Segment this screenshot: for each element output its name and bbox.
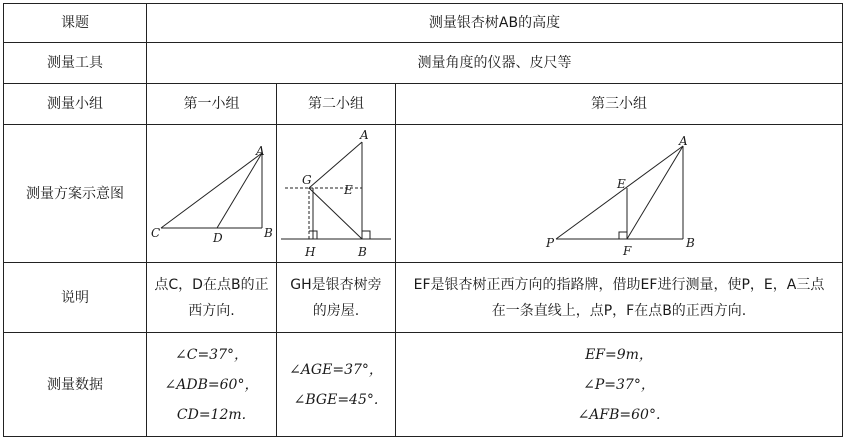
topic-value: 测量银杏树AB的高度 <box>428 15 561 31</box>
label-B: B <box>686 236 695 250</box>
data-label: 测量数据 <box>47 376 103 393</box>
segment-CA <box>161 153 262 228</box>
data-line: ∠C=37°， <box>175 346 248 363</box>
label-F: F <box>623 244 632 258</box>
data-line: ∠P=37°， <box>583 376 655 393</box>
group-2-header: 第二小组 <box>308 96 364 112</box>
scheme-table <box>3 3 843 437</box>
label-A: A <box>256 144 265 158</box>
label-E: E <box>344 183 353 197</box>
note-label: 说明 <box>61 289 89 306</box>
note-line: 的房屋. <box>312 302 360 319</box>
group-2-figure <box>277 125 395 262</box>
label-C: C <box>151 226 161 240</box>
group-1-header: 第一小组 <box>183 96 240 112</box>
group-3-data <box>396 333 842 436</box>
label-A: A <box>360 128 369 142</box>
data-line: ∠ADB=60°， <box>164 376 259 393</box>
note-line: GH是银杏树旁 <box>290 276 382 293</box>
label-D: D <box>213 231 223 245</box>
note-line: EF是银杏树正西方向的指路牌，借助EF进行测量，使P，E，A三点 <box>413 276 825 293</box>
label-G: G <box>302 173 312 187</box>
diagram-label: 测量方案示意图 <box>26 185 124 202</box>
data-line: CD=12m. <box>176 406 247 423</box>
topic-label: 课题 <box>61 15 89 31</box>
right-angle-F <box>619 232 627 239</box>
note-line: 在一条直线上，点P，F在点B的正西方向. <box>491 302 747 319</box>
tools-label: 测量工具 <box>47 55 103 71</box>
label-P: P <box>546 236 555 250</box>
group-1-data <box>147 333 276 436</box>
data-line: EF=9m， <box>585 346 653 363</box>
segment-GA <box>309 142 362 188</box>
data-line: ∠BGE=45°. <box>293 391 379 408</box>
segment-DA <box>217 153 262 228</box>
note-line: 西方向. <box>188 302 235 319</box>
group-3-header: 第三小组 <box>591 96 647 112</box>
data-line: ∠AFB=60°. <box>577 406 661 423</box>
label-B: B <box>358 245 367 259</box>
label-A: A <box>679 134 688 148</box>
label-H: H <box>305 245 316 259</box>
data-line: ∠AGE=37°， <box>289 361 383 378</box>
right-angle-B <box>362 231 370 239</box>
group-2-data <box>277 333 395 436</box>
group-3-figure <box>396 125 842 262</box>
label-B: B <box>264 226 273 240</box>
groups-label: 测量小组 <box>47 96 103 112</box>
group-1-figure <box>147 125 276 262</box>
label-E: E <box>617 177 626 191</box>
group-1-note <box>147 263 276 332</box>
tools-value: 测量角度的仪器、皮尺等 <box>417 55 572 71</box>
note-line: 点C，D在点B的正 <box>154 276 269 293</box>
group-3-note <box>396 263 842 332</box>
group-2-note <box>277 263 395 332</box>
segment-PA <box>556 146 683 239</box>
segment-FA <box>627 146 683 239</box>
